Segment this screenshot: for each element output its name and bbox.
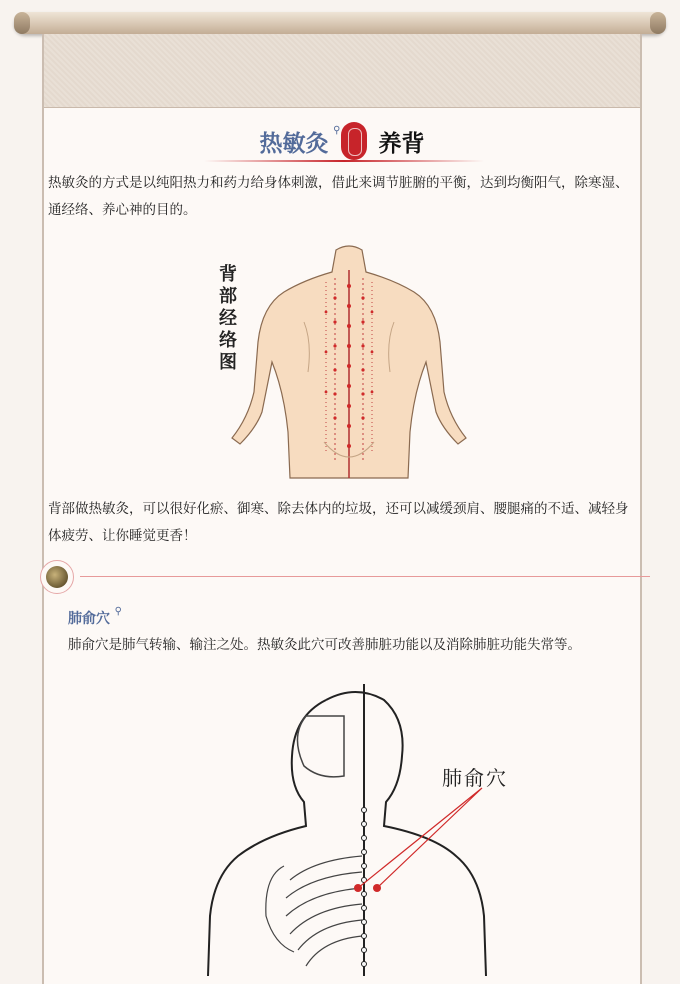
title-left-text: 热敏灸: [259, 130, 329, 157]
skull-detail: [297, 716, 344, 777]
acupoint-marker-left: [354, 884, 362, 892]
intro-paragraph: 热敏灸的方式是以纯阳热力和药力给身体刺激，借此来调节脏腑的平衡，达到均衡阳气，除寒湿、通经络、养心神的目的。: [48, 175, 629, 218]
section-divider: [80, 576, 650, 577]
back-meridian-figure: [204, 242, 494, 482]
acupoint-marker-right: [373, 884, 381, 892]
seal-stamp: [341, 122, 367, 160]
figure-outline-right: [326, 692, 486, 976]
scroll-paper: [42, 34, 642, 984]
divider-medallion-icon: [40, 560, 74, 594]
rod-cap-left: [14, 12, 30, 34]
feishu-point-figure: [194, 676, 534, 976]
figure1-caption: 背部经络图: [219, 264, 237, 373]
title-underline: [204, 160, 484, 162]
page-title: [44, 118, 640, 164]
scroll-top-rod: [14, 12, 666, 34]
acupoint-label: 肺俞穴: [442, 766, 508, 790]
title-left: [259, 124, 341, 158]
paper-header-texture: [44, 34, 640, 108]
benefits-paragraph: 背部做热敏灸，可以很好化瘀、御寒、除去体内的垃圾，还可以减缓颈肩、腰腿痛的不适、减轻身体疲劳、让你睡觉更香！: [48, 501, 629, 544]
section-description: 肺俞穴是肺气转输、输注之处。热敏灸此穴可改善肺脏功能以及消除肺脏功能失常等。: [68, 637, 581, 653]
rod-cap-right: [650, 12, 666, 34]
ribcage: [266, 856, 362, 966]
figure-outline-left: [208, 700, 326, 976]
section-title-text: 肺俞穴: [68, 611, 110, 627]
search-icon[interactable]: ⚲: [114, 606, 122, 617]
search-icon[interactable]: ⚲: [333, 124, 341, 136]
title-right: 养背: [378, 130, 425, 157]
section-title: [68, 606, 122, 628]
pointer-lines: [358, 788, 482, 888]
